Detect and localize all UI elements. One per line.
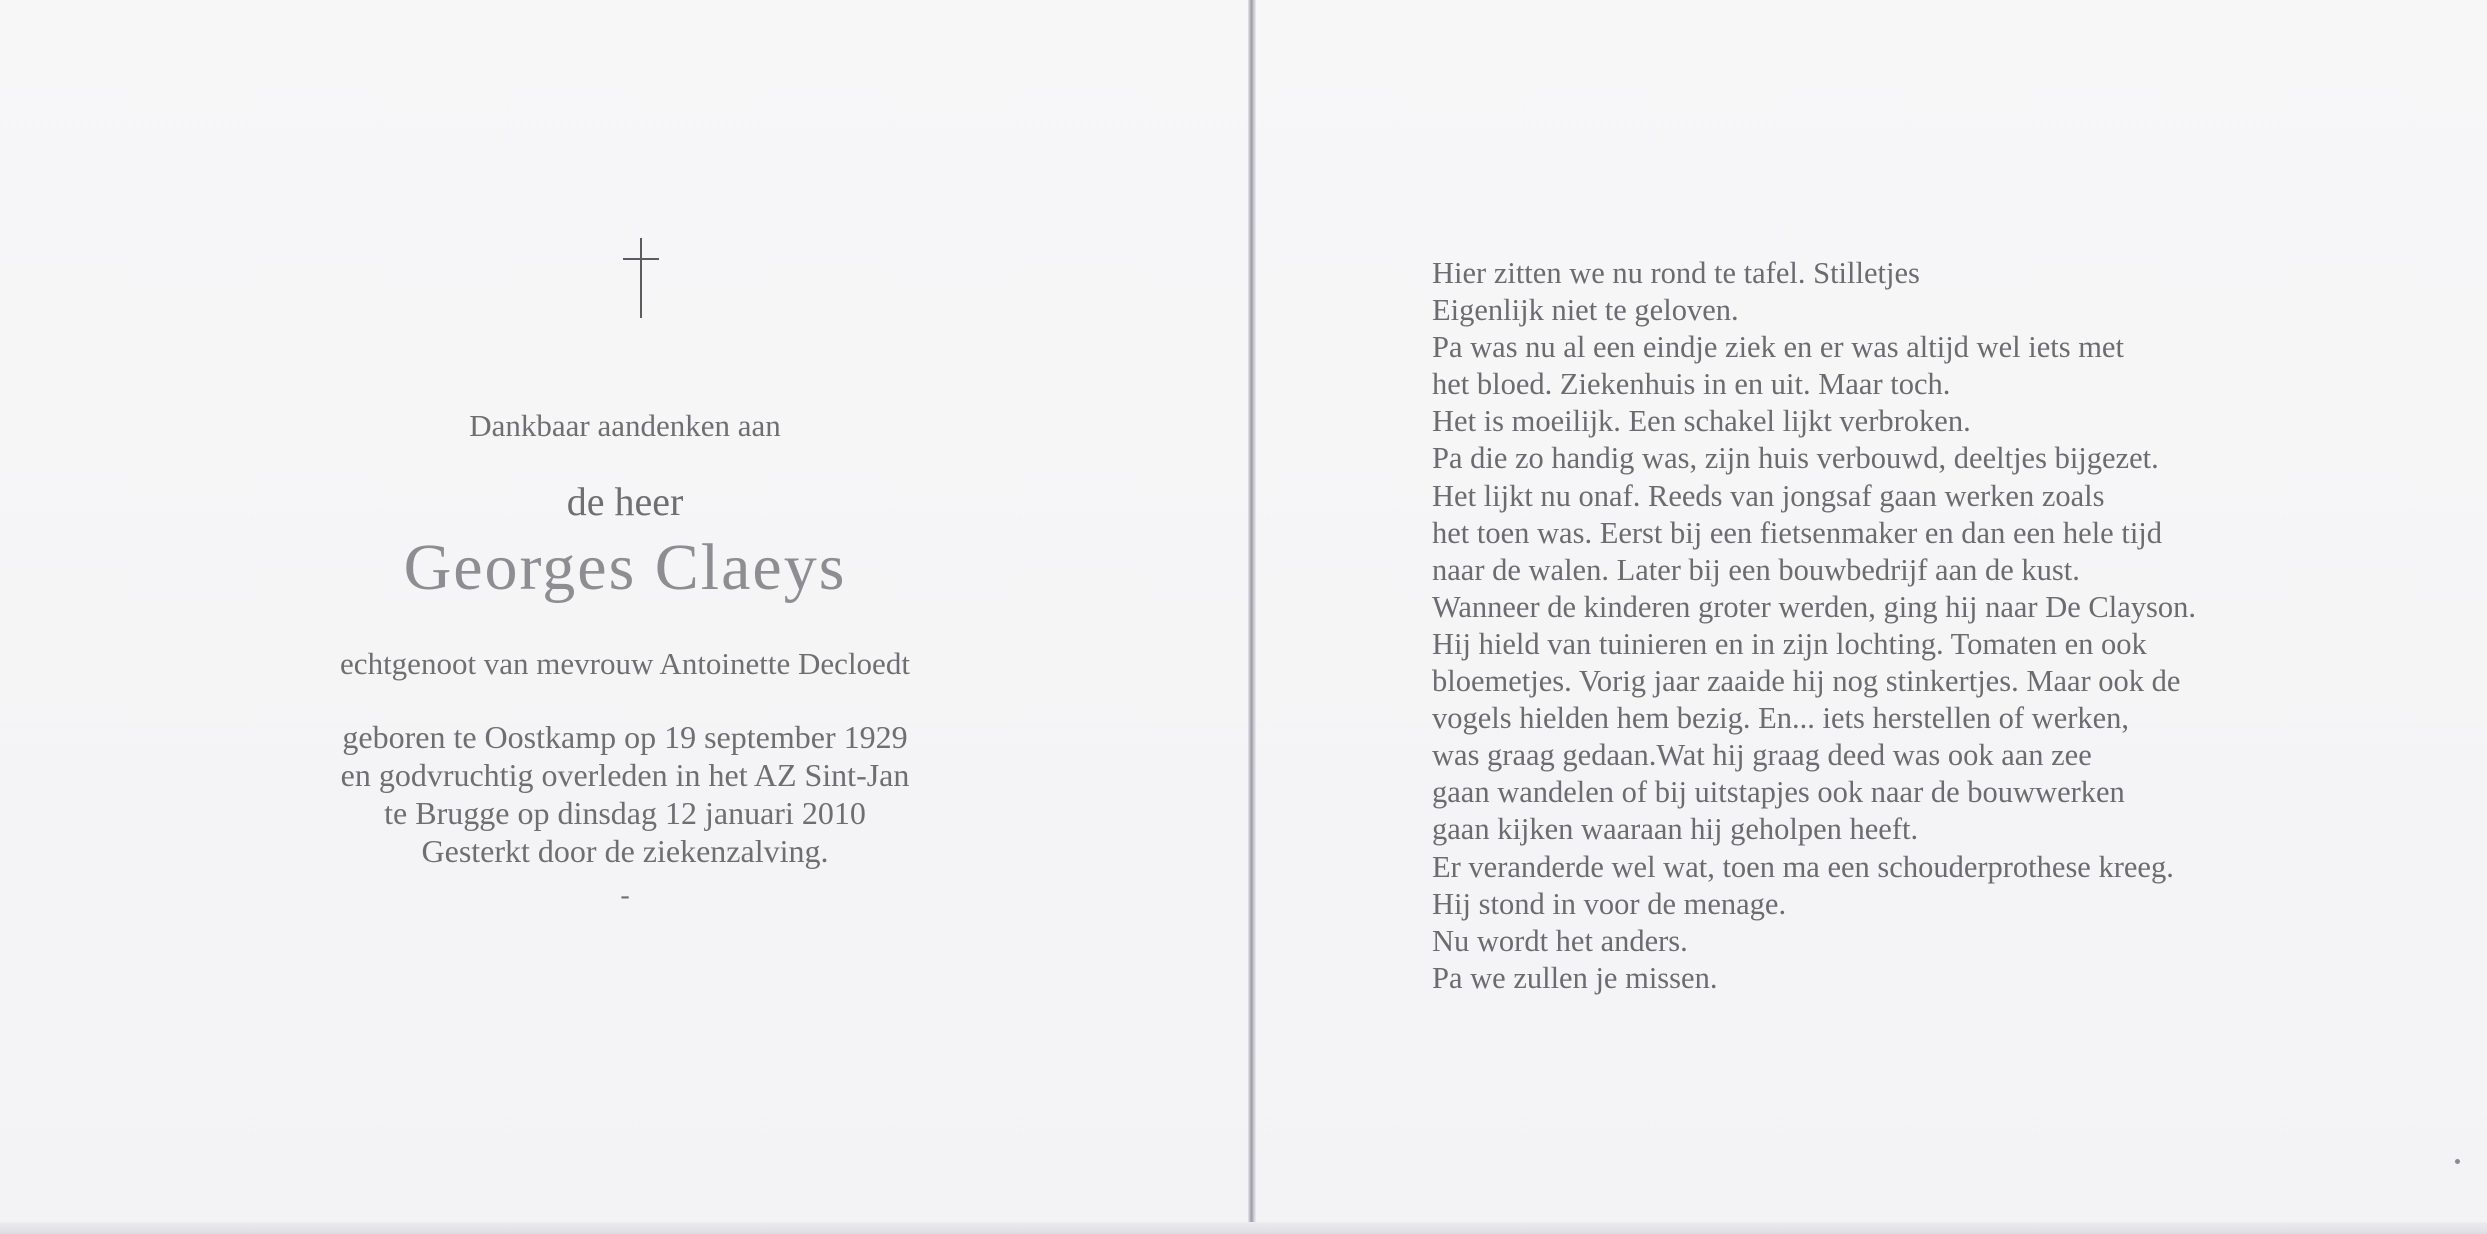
poem-line: Pa die zo handig was, zijn huis verbouwd, deeltjes bijgezet. bbox=[1432, 441, 2159, 476]
card-bottom-edge bbox=[0, 1222, 2487, 1234]
poem-line: Eigenlijk niet te geloven. bbox=[1432, 293, 1739, 328]
poem-line: naar de walen. Later bij een bouwbedrijf aan de kust. bbox=[1432, 552, 2080, 587]
poem-line: het bloed. Ziekenhuis in en uit. Maar toch. bbox=[1432, 367, 1951, 402]
poem-line: Er veranderde wel wat, toen ma een schouderprothese kreeg. bbox=[1432, 849, 2174, 884]
closing-dash: - bbox=[620, 880, 630, 911]
cross-horizontal-bar bbox=[623, 258, 659, 260]
cross-icon bbox=[623, 238, 659, 318]
cross-vertical-bar bbox=[640, 238, 642, 318]
poem-line: bloemetjes. Vorig jaar zaaide hij nog stinkertjes. Maar ook de bbox=[1432, 664, 2181, 699]
details-line: te Brugge op dinsdag 12 januari 2010 bbox=[384, 795, 866, 831]
poem-line: Hij stond in voor de menage. bbox=[1432, 886, 1787, 921]
poem-line: Nu wordt het anders. bbox=[1432, 923, 1688, 958]
poem-line: Wanneer de kinderen groter werden, ging hij naar De Clayson. bbox=[1432, 589, 2197, 624]
poem-line: was graag gedaan.Wat hij graag deed was ook aan zee bbox=[1432, 738, 2092, 773]
poem-line: Pa was nu al een eindje ziek en er was altijd wel iets met bbox=[1432, 330, 2124, 365]
details-line: geboren te Oostkamp op 19 september 1929 bbox=[342, 719, 908, 755]
dedication-line: Dankbaar aandenken aan bbox=[469, 408, 781, 443]
poem-line: het toen was. Eerst bij een fietsenmaker en dan een hele tijd bbox=[1432, 515, 2163, 550]
deceased-name: Georges Claeys bbox=[403, 531, 847, 604]
poem-line: Het lijkt nu onaf. Reeds van jongsaf gaan werken zoals bbox=[1432, 478, 2105, 513]
poem-line: Pa we zullen je missen. bbox=[1432, 960, 1718, 995]
details-line: en godvruchtig overleden in het AZ Sint-Jan bbox=[340, 757, 910, 793]
paper-speck bbox=[2455, 1159, 2460, 1164]
poem-line: gaan wandelen of bij uitstapjes ook naar de bouwwerken bbox=[1432, 775, 2125, 810]
honorific-title: de heer bbox=[566, 479, 684, 524]
poem-line: gaan kijken waaraan hij geholpen heeft. bbox=[1432, 812, 1919, 847]
details-line: Gesterkt door de ziekenzalving. bbox=[421, 833, 829, 869]
card-fold bbox=[1248, 0, 1256, 1234]
birth-death-details bbox=[0, 718, 1250, 870]
poem-line: vogels hielden hem bezig. En... iets herstellen of werken, bbox=[1432, 701, 2130, 736]
poem-line: Hij hield van tuinieren en in zijn lochting. Tomaten en ook bbox=[1432, 626, 2147, 661]
poem-line: Hier zitten we nu rond te tafel. Stilletjes bbox=[1432, 256, 1920, 290]
spouse-line: echtgenoot van mevrouw Antoinette Decloedt bbox=[340, 646, 910, 681]
memorial-poem bbox=[1432, 255, 2196, 997]
poem-line: Het is moeilijk. Een schakel lijkt verbroken. bbox=[1432, 404, 1971, 439]
